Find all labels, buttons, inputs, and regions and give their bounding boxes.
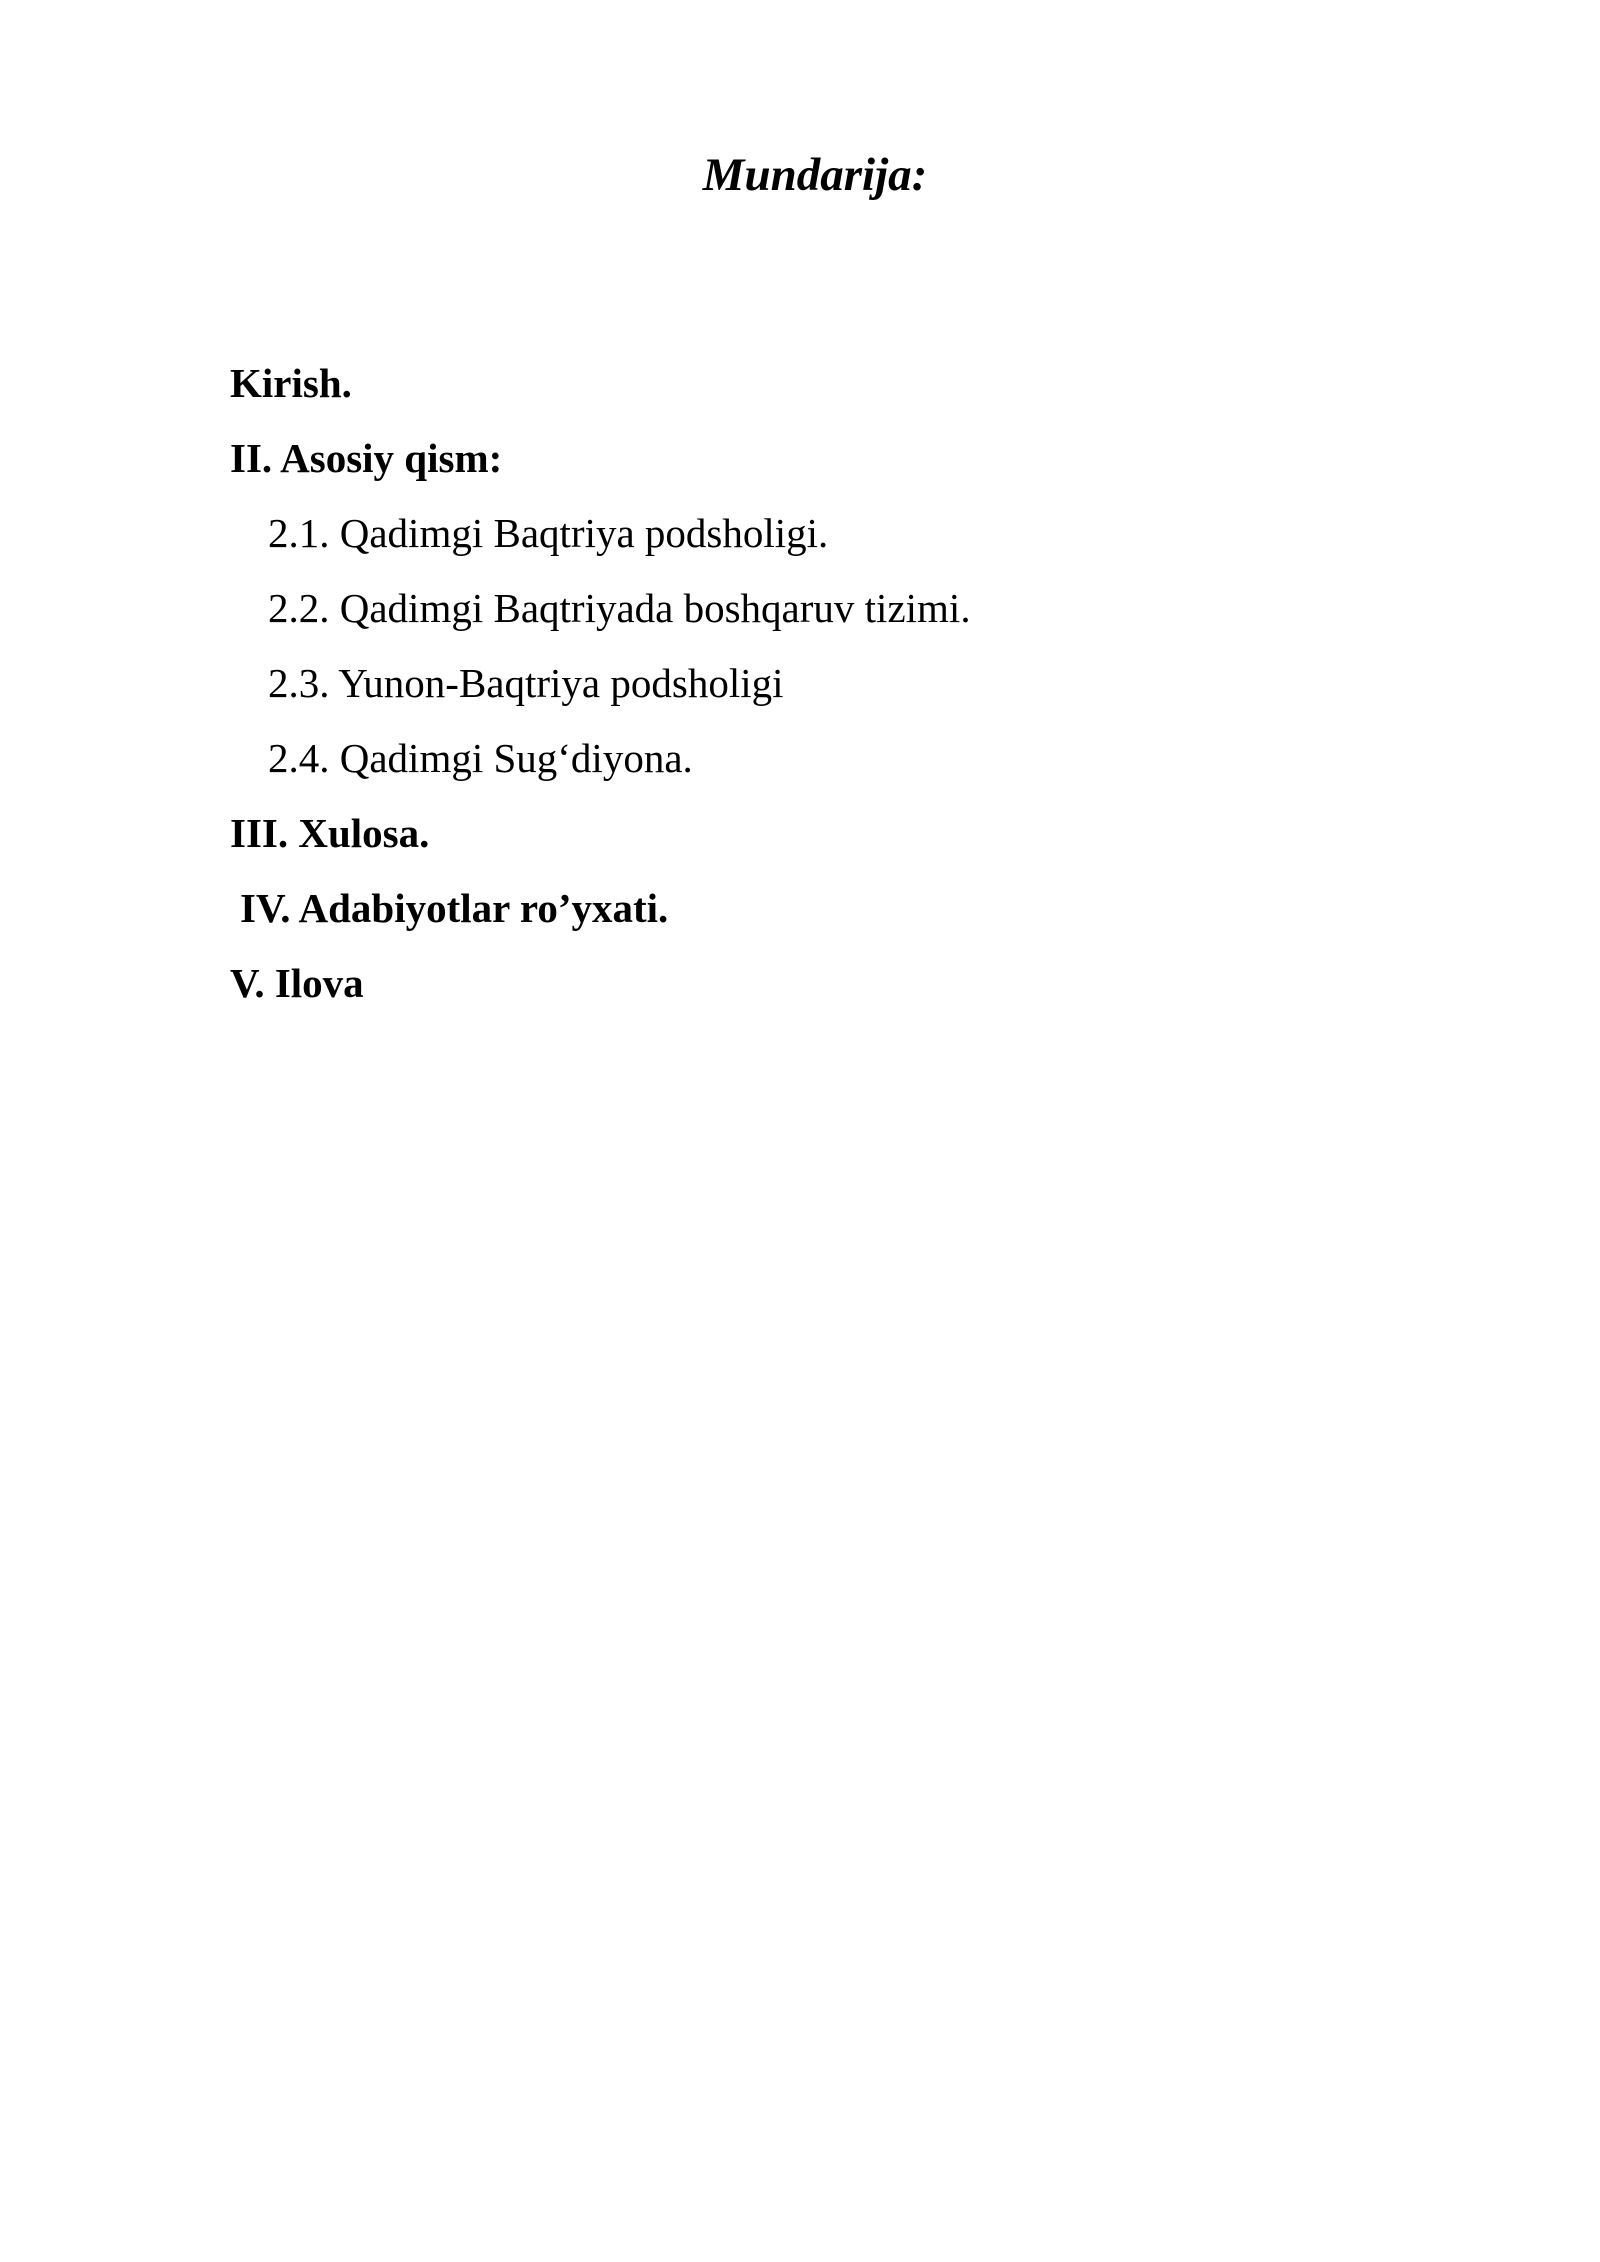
toc-item-ilova: V. Ilova (230, 960, 364, 1006)
table-of-contents (230, 352, 1430, 1027)
toc-subitem-2-2: 2.2. Qadimgi Baqtriyada boshqaruv tizimi. (268, 585, 971, 631)
toc-item-xulosa: III. Xulosa. (230, 810, 430, 856)
page-title: Mundarija: (702, 149, 928, 201)
toc-item-kirish: Kirish. (230, 360, 352, 406)
toc-subitem-2-1: 2.1. Qadimgi Baqtriya podsholigi. (268, 510, 829, 556)
toc-item-adabiyotlar: IV. Adabiyotlar ro’yxati. (240, 885, 669, 931)
toc-subitem-2-3: 2.3. Yunon-Baqtriya podsholigi (268, 660, 784, 706)
toc-subitem-2-4: 2.4. Qadimgi Sug‘diyona. (268, 735, 693, 781)
toc-item-asosiy-qism: II. Asosiy qism: (230, 435, 503, 481)
